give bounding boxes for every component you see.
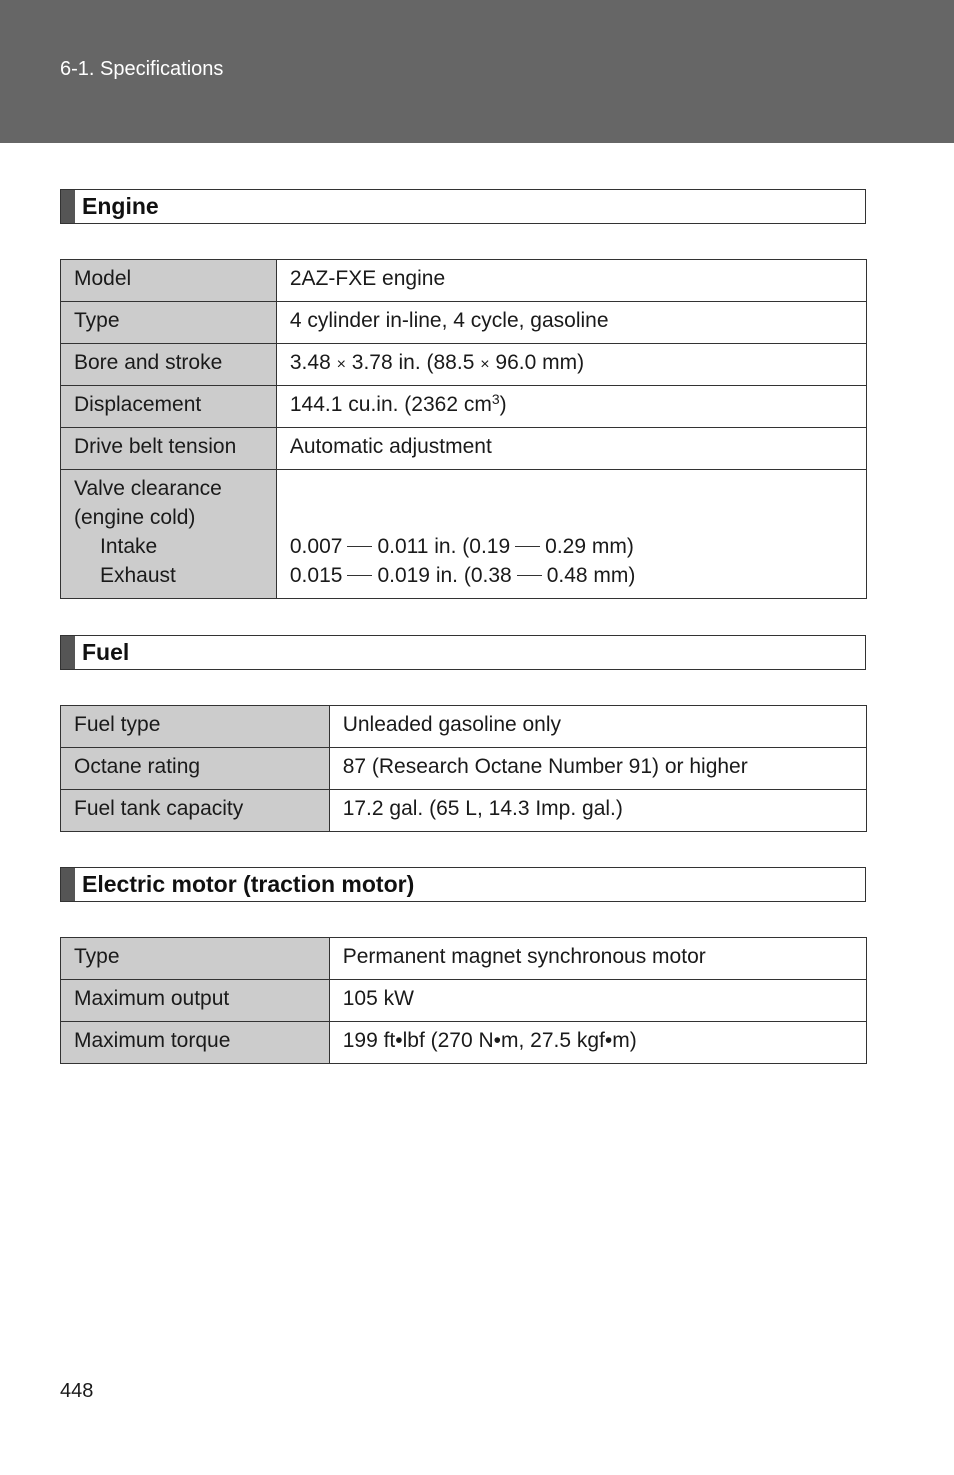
- spec-label: Maximum output: [61, 980, 330, 1022]
- spec-value: 199 ft•lbf (270 N•m, 27.5 kgf•m): [329, 1022, 866, 1064]
- value-part: 3.48: [289, 351, 331, 374]
- spec-value: Unleaded gasoline only: [329, 706, 866, 748]
- table-row: [61, 386, 867, 428]
- table-row: [61, 938, 867, 980]
- header-band: [0, 0, 954, 143]
- label-line: Valve clearance: [74, 477, 222, 500]
- spec-label: Displacement: [61, 386, 277, 428]
- spec-label: Type: [61, 938, 330, 980]
- fuel-spec-table: [60, 705, 867, 832]
- superscript: 3: [491, 391, 500, 407]
- spec-value: [276, 470, 866, 599]
- breadcrumb: 6-1. Specifications: [60, 58, 224, 80]
- engine-spec-table: [60, 259, 867, 599]
- label-line: (engine cold): [74, 506, 196, 529]
- value-part: ): [499, 393, 507, 416]
- spec-label: Model: [61, 260, 277, 302]
- section-title: Fuel: [82, 639, 130, 665]
- table-row: [61, 980, 867, 1022]
- table-row: [61, 706, 867, 748]
- spec-value: Automatic adjustment: [276, 428, 866, 470]
- spec-value: 17.2 gal. (65 L, 14.3 Imp. gal.): [329, 790, 866, 832]
- page-number: 448: [60, 1380, 94, 1402]
- table-row: [61, 470, 867, 599]
- table-row: [61, 344, 867, 386]
- spec-label: Maximum torque: [61, 1022, 330, 1064]
- motor-spec-table: [60, 937, 867, 1064]
- spec-value: [276, 386, 866, 428]
- spec-value: 4 cylinder in-line, 4 cycle, gasoline: [276, 302, 866, 344]
- spec-label: Type: [61, 302, 277, 344]
- table-row: [61, 790, 867, 832]
- times-symbol: ×: [480, 356, 490, 373]
- spec-value: 87 (Research Octane Number 91) or higher: [329, 748, 866, 790]
- intake-value: 0.007 0.011 in. (0.19 0.29 mm): [289, 535, 634, 558]
- section-header-fuel: [60, 635, 866, 670]
- section-title: Electric motor (traction motor): [82, 871, 415, 897]
- section-accent: [61, 190, 75, 223]
- value-part: 3.78 in. (88.5: [351, 351, 475, 374]
- times-symbol: ×: [336, 356, 346, 373]
- spec-value: [276, 344, 866, 386]
- intake-label: Intake: [100, 535, 158, 558]
- spec-value: 105 kW: [329, 980, 866, 1022]
- table-row: [61, 302, 867, 344]
- spec-label: Bore and stroke: [61, 344, 277, 386]
- spec-value: Permanent magnet synchronous motor: [329, 938, 866, 980]
- table-row: [61, 748, 867, 790]
- table-row: [61, 260, 867, 302]
- spec-label: Fuel type: [61, 706, 330, 748]
- section-header-engine: [60, 189, 866, 224]
- section-title: Engine: [82, 193, 159, 219]
- value-part: 96.0 mm): [495, 351, 585, 374]
- value-part: 144.1 cu.in. (2362 cm: [289, 393, 492, 416]
- section-header-electric-motor: [60, 867, 866, 902]
- spec-label: Octane rating: [61, 748, 330, 790]
- spec-label: [61, 470, 277, 599]
- section-accent: [61, 868, 75, 901]
- table-row: [61, 1022, 867, 1064]
- table-row: [61, 428, 867, 470]
- spec-label: Drive belt tension: [61, 428, 277, 470]
- spec-label: Fuel tank capacity: [61, 790, 330, 832]
- exhaust-label: Exhaust: [100, 564, 176, 587]
- spec-value: 2AZ-FXE engine: [276, 260, 866, 302]
- exhaust-value: 0.015 0.019 in. (0.38 0.48 mm): [289, 564, 636, 587]
- section-accent: [61, 636, 75, 669]
